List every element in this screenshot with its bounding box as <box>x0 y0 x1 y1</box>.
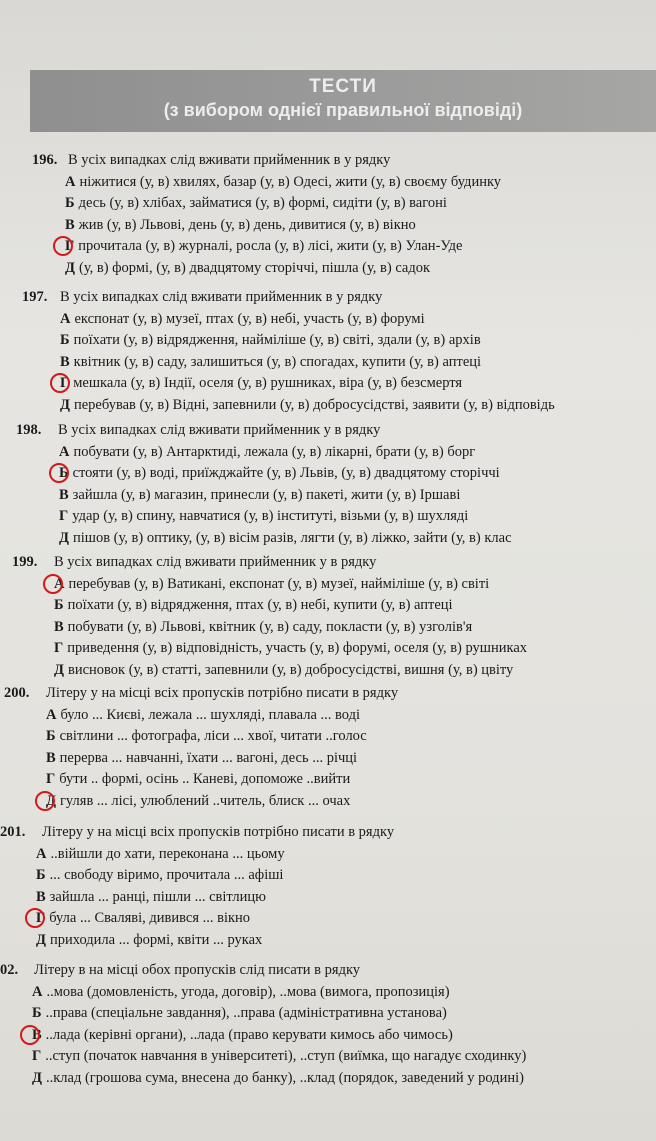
question-197 <box>22 287 555 416</box>
question-stem: Літеру в на місці обох пропусків слід писати в рядку <box>34 962 361 978</box>
answer-circle-mark <box>20 1025 40 1045</box>
option-b <box>16 463 512 485</box>
question-199 <box>12 552 527 681</box>
option-letter: А <box>46 706 57 723</box>
option-letter: В <box>60 353 70 370</box>
option-g <box>12 638 527 660</box>
option-a <box>16 442 512 464</box>
option-text: перерва ... навчанні, їхати ... вагоні, десь ... річці <box>59 749 358 766</box>
option-a <box>0 844 394 866</box>
option-text: ..війшли до хати, переконана ... цьому <box>50 845 285 862</box>
option-letter: А <box>36 845 47 862</box>
question-stem: Літеру у на місці всіх пропусків потрібно писати в рядку <box>46 685 399 701</box>
option-text: гуляв ... лісі, улюблений ..читель, блиск ... очах <box>59 792 351 809</box>
option-text: ..ступ (початок навчання в університеті), ..ступ (виїмка, що нагадує сходинку) <box>45 1048 527 1064</box>
question-200 <box>4 683 398 812</box>
option-g <box>22 373 555 395</box>
option-text: бути .. формі, осінь .. Каневі, допоможе ..вийти <box>59 771 351 787</box>
option-text: висновок (у, в) статті, запевнили (у, в) добросусідстві, вишня (у, в) цвіту <box>67 661 514 678</box>
option-b <box>0 865 394 887</box>
option-v <box>22 352 555 374</box>
option-letter: Д <box>59 529 69 546</box>
question-number: 02. <box>0 962 19 978</box>
option-letter: В <box>54 618 64 635</box>
option-letter: Д <box>32 1069 42 1086</box>
question-201 <box>0 822 394 951</box>
option-text: була ... Сваляві, дивився ... вікно <box>49 910 251 926</box>
option-letter: Г <box>32 1048 42 1064</box>
option-text: ... свободу віримо, прочитала ... афіші <box>49 867 284 883</box>
answer-circle-mark <box>25 908 45 928</box>
option-text: було ... Києві, лежала ... шухляді, плавала ... воді <box>60 706 361 723</box>
option-letter: А <box>32 983 43 1000</box>
option-text: поїхати (у, в) відрядження, найміліше (у, в) світі, здали (у, в) архів <box>73 332 481 348</box>
question-number: 197. <box>22 289 48 305</box>
option-g <box>16 506 512 528</box>
option-letter: В <box>46 749 56 766</box>
option-g <box>32 236 501 258</box>
option-a <box>22 309 555 331</box>
option-d <box>0 1068 526 1090</box>
option-text: побувати (у, в) Львові, квітник (у, в) саду, покласти (у, в) узголів'я <box>67 618 473 635</box>
section-title: ТЕСТИ <box>309 76 377 97</box>
option-letter: Г <box>46 771 56 787</box>
option-text: поїхати (у, в) відрядження, птах (у, в) небі, купити (у, в) аптеці <box>67 597 453 613</box>
answer-circle-mark <box>35 791 55 811</box>
question-header <box>12 552 527 574</box>
option-d <box>16 528 512 550</box>
question-number: 201. <box>0 824 26 840</box>
answer-circle-mark <box>50 373 70 393</box>
option-text: перебував (у, в) Відні, запевнили (у, в) добросусідстві, заявити (у, в) відповідь <box>73 396 555 413</box>
option-b <box>12 595 527 617</box>
option-letter: А <box>59 443 70 460</box>
option-letter: Д <box>60 396 70 413</box>
option-letter: Д <box>36 931 46 948</box>
option-text: приходила ... формі, квіти ... руках <box>49 931 263 948</box>
section-banner <box>30 70 656 132</box>
option-g <box>0 1046 526 1068</box>
option-letter: А <box>65 173 76 190</box>
option-b <box>22 330 555 352</box>
option-text: зайшла ... ранці, пішли ... світлицю <box>49 888 266 905</box>
section-subtitle: (з вибором однієї правильної відповіді) <box>163 100 523 120</box>
option-text: жив (у, в) Львові, день (у, в) день, дивитися (у, в) вікно <box>78 216 416 233</box>
option-b <box>0 1003 526 1025</box>
option-letter: Б <box>54 597 64 613</box>
question-number: 199. <box>12 554 38 570</box>
option-text: перебував (у, в) Ватикані, експонат (у, в) музеї, найміліше (у, в) світі <box>68 575 490 592</box>
option-d <box>32 258 501 280</box>
option-text: експонат (у, в) музеї, птах (у, в) небі, участь (у, в) форумі <box>74 310 425 327</box>
option-v <box>0 1025 526 1047</box>
option-letter: В <box>32 1026 42 1043</box>
answer-circle-mark <box>49 463 69 483</box>
option-v <box>0 887 394 909</box>
option-d <box>12 660 527 682</box>
option-text: (у, в) формі, (у, в) двадцятому сторіччі, пішла (у, в) садок <box>78 259 431 276</box>
option-g <box>4 769 398 791</box>
option-text: побувати (у, в) Антарктиді, лежала (у, в) лікарні, брати (у, в) борг <box>73 443 476 460</box>
option-a <box>0 982 526 1004</box>
question-stem: Літеру у на місці всіх пропусків потрібно писати в рядку <box>42 824 395 840</box>
option-text: удар (у, в) спину, навчатися (у, в) інституті, візьми (у, в) шухляді <box>72 508 469 524</box>
option-text: мешкала (у, в) Індії, оселя (у, в) рушниках, віра (у, в) безсмертя <box>73 375 463 391</box>
question-198 <box>16 420 512 549</box>
option-text: пішов (у, в) оптику, (у, в) вісім разів, лягти (у, в) ліжко, зайти (у, в) клас <box>72 529 512 546</box>
option-text: ..лада (керівні органи), ..лада (право керувати кимось або чимось) <box>45 1026 453 1043</box>
option-text: квітник (у, в) саду, залишиться (у, в) спогадах, купити (у, в) аптеці <box>73 353 482 370</box>
question-header <box>32 150 501 172</box>
option-text: світлини ... фотографа, ліси ... хвої, читати ..голос <box>59 728 367 744</box>
question-header <box>4 683 398 705</box>
question-stem: В усіх випадках слід вживати прийменник у в рядку <box>58 422 381 438</box>
option-letter: В <box>36 888 46 905</box>
option-text: приведення (у, в) відповідність, участь (у, в) форумі, оселя (у, в) рушниках <box>67 640 528 656</box>
option-g <box>0 908 394 930</box>
answer-circle-mark <box>43 574 63 594</box>
option-letter: В <box>59 486 69 503</box>
option-text: ..мова (домовленість, угода, договір), ..мова (вимога, пропозиція) <box>46 983 450 1000</box>
option-text: ніжитися (у, в) хвилях, базар (у, в) Одесі, жити (у, в) своєму будинку <box>79 173 502 190</box>
option-d <box>22 395 555 417</box>
question-196 <box>32 150 501 279</box>
option-a <box>32 172 501 194</box>
option-b <box>4 726 398 748</box>
option-text: ..клад (грошова сума, внесена до банку), ..клад (порядок, заведений у родині) <box>45 1069 524 1086</box>
question-header <box>0 960 526 982</box>
question-header <box>22 287 555 309</box>
question-stem: В усіх випадках слід вживати прийменник в у рядку <box>60 289 383 305</box>
option-a <box>12 574 527 596</box>
question-header <box>16 420 512 442</box>
option-a <box>4 705 398 727</box>
option-text: десь (у, в) хлібах, займатися (у, в) формі, сидіти (у, в) вагоні <box>78 195 447 211</box>
option-letter: В <box>65 216 75 233</box>
option-letter: Б <box>60 332 70 348</box>
option-v <box>12 617 527 639</box>
option-v <box>32 215 501 237</box>
question-number: 196. <box>32 152 58 168</box>
question-number: 200. <box>4 685 30 701</box>
option-text: зайшла (у, в) магазин, принесли (у, в) пакеті, жити (у, в) Іршаві <box>72 486 461 503</box>
question-202 <box>0 960 526 1089</box>
option-d <box>4 791 398 813</box>
option-letter: Б <box>65 195 75 211</box>
option-b <box>32 193 501 215</box>
option-text: ..права (спеціальне завдання), ..права (адміністративна установа) <box>45 1005 447 1021</box>
option-letter: А <box>60 310 71 327</box>
option-letter: Б <box>59 465 69 481</box>
question-stem: В усіх випадках слід вживати прийменник в у рядку <box>68 152 391 168</box>
option-letter: Г <box>65 238 75 254</box>
option-letter: А <box>54 575 65 592</box>
option-letter: Б <box>36 867 46 883</box>
option-text: прочитала (у, в) журналі, росла (у, в) лісі, жити (у, в) Улан-Уде <box>78 238 463 254</box>
question-stem: В усіх випадках слід вживати прийменник у в рядку <box>54 554 377 570</box>
option-v <box>4 748 398 770</box>
option-letter: Г <box>36 910 46 926</box>
option-letter: Д <box>54 661 64 678</box>
option-letter: Г <box>59 508 69 524</box>
option-letter: Д <box>65 259 75 276</box>
question-header <box>0 822 394 844</box>
option-letter: Б <box>46 728 56 744</box>
answer-circle-mark <box>53 236 73 256</box>
option-v <box>16 485 512 507</box>
option-text: стояти (у, в) воді, приїжджайте (у, в) Львів, (у, в) двадцятому сторіччі <box>72 465 500 481</box>
question-number: 198. <box>16 422 42 438</box>
option-d <box>0 930 394 952</box>
option-letter: Д <box>46 792 56 809</box>
option-letter: Г <box>60 375 70 391</box>
option-letter: Б <box>32 1005 42 1021</box>
option-letter: Г <box>54 640 64 656</box>
